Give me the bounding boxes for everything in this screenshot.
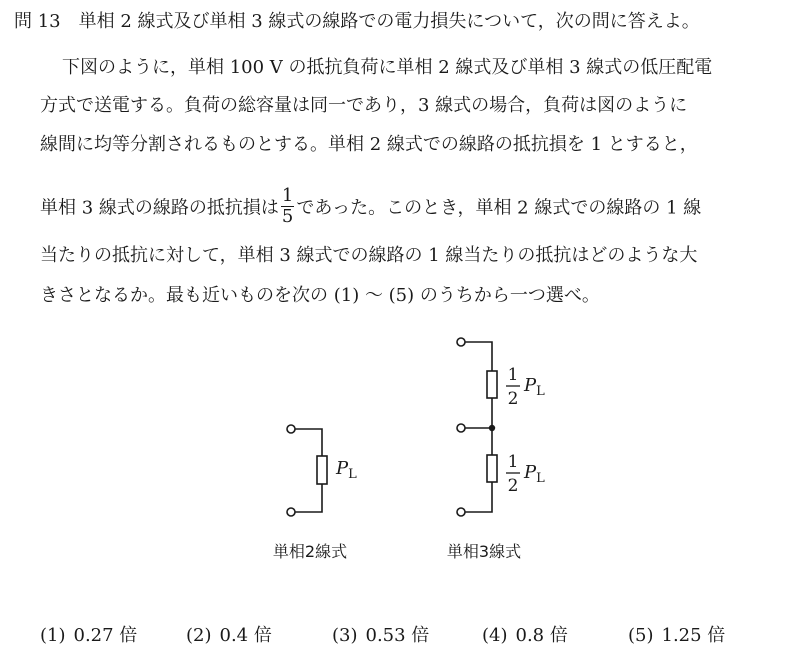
- two-wire-bottom-wire: [295, 484, 322, 512]
- lower-half-p: [523, 462, 545, 486]
- lower-half-load-label: [506, 452, 545, 496]
- fraction-numerator: 1: [281, 185, 294, 206]
- body-line-6: きさとなるか。最も近いものを次の (1) ～ (5) のうちから一つ選べ。: [40, 285, 600, 306]
- upper-half-den: 2: [507, 389, 519, 409]
- upper-half-num: 1: [507, 365, 519, 385]
- choice-2-text: 0.4 倍: [219, 625, 272, 646]
- body-line-5: 当たりの抵抗に対して，単相 3 線式での線路の 1 線当たりの抵抗はどのような大: [40, 245, 698, 266]
- choice-4[interactable]: [482, 624, 568, 648]
- upper-half-load-label: [506, 365, 545, 409]
- choice-5-text: 1.25 倍: [661, 625, 726, 646]
- choice-3-text: 0.53 倍: [365, 625, 430, 646]
- three-wire-top-terminal: [457, 338, 465, 346]
- choice-4-text: 0.8 倍: [515, 625, 568, 646]
- lower-half-p-text: P: [524, 462, 537, 483]
- two-wire-load-p: P: [336, 458, 349, 479]
- upper-half-p-text: P: [524, 375, 537, 396]
- lower-half-num: 1: [507, 452, 519, 472]
- body-line-1: 下図のように，単相 100 V の抵抗負荷に単相 2 線式及び単相 3 線式の低圧配電: [62, 57, 713, 78]
- two-wire-bottom-terminal: [287, 508, 295, 516]
- choice-3[interactable]: [332, 624, 429, 648]
- choice-2[interactable]: [186, 624, 272, 648]
- upper-half-p-sub: L: [536, 384, 545, 399]
- body-line-4-prefix: 単相 3 線式の線路の抵抗損は: [40, 197, 279, 219]
- upper-half-p: [523, 375, 545, 399]
- choice-1-text: 0.27 倍: [73, 625, 138, 646]
- three-wire-bottom-terminal: [457, 508, 465, 516]
- two-wire-circuit: [287, 425, 327, 516]
- choice-1[interactable]: [40, 624, 137, 648]
- choice-1-number: (1): [40, 625, 66, 646]
- lower-half-den: 2: [507, 476, 519, 496]
- three-wire-middle-terminal: [457, 424, 465, 432]
- three-wire-upper-resistor: [487, 371, 497, 398]
- two-wire-load-resistor: [317, 456, 327, 484]
- body-line-3: 線間に均等分割されるものとする。単相 2 線式での線路の抵抗損を 1 とすると，: [40, 134, 698, 155]
- three-wire-caption: 単相3線式: [446, 542, 522, 561]
- choice-2-number: (2): [186, 625, 212, 646]
- choice-5[interactable]: [628, 624, 725, 648]
- two-wire-load-label: [335, 458, 357, 482]
- two-wire-load-sub: L: [348, 467, 357, 482]
- choice-5-number: (5): [628, 625, 654, 646]
- three-wire-lower-resistor: [487, 455, 497, 482]
- lower-half-p-sub: L: [536, 471, 545, 486]
- fraction-denominator: 5: [281, 206, 294, 227]
- two-wire-top-wire: [295, 429, 322, 456]
- three-wire-bottom-wire: [465, 482, 492, 512]
- question-number: 問 13: [14, 11, 61, 32]
- answer-choices: [0, 624, 792, 654]
- body-line-2: 方式で送電する。負荷の総容量は同一であり，3 線式の場合，負荷は図のように: [40, 95, 688, 116]
- two-wire-caption: 単相2線式: [272, 542, 348, 561]
- choice-4-number: (4): [482, 625, 508, 646]
- two-wire-top-terminal: [287, 425, 295, 433]
- choice-3-number: (3): [332, 625, 358, 646]
- body-line-4-suffix: であった。このとき，単相 2 線式での線路の 1 線: [296, 197, 702, 219]
- three-wire-junction-dot: [489, 425, 495, 431]
- question-title-text: 単相 2 線式及び単相 3 線式の線路での電力損失について，次の問に答えよ。: [78, 11, 700, 32]
- three-wire-top-wire: [465, 342, 492, 371]
